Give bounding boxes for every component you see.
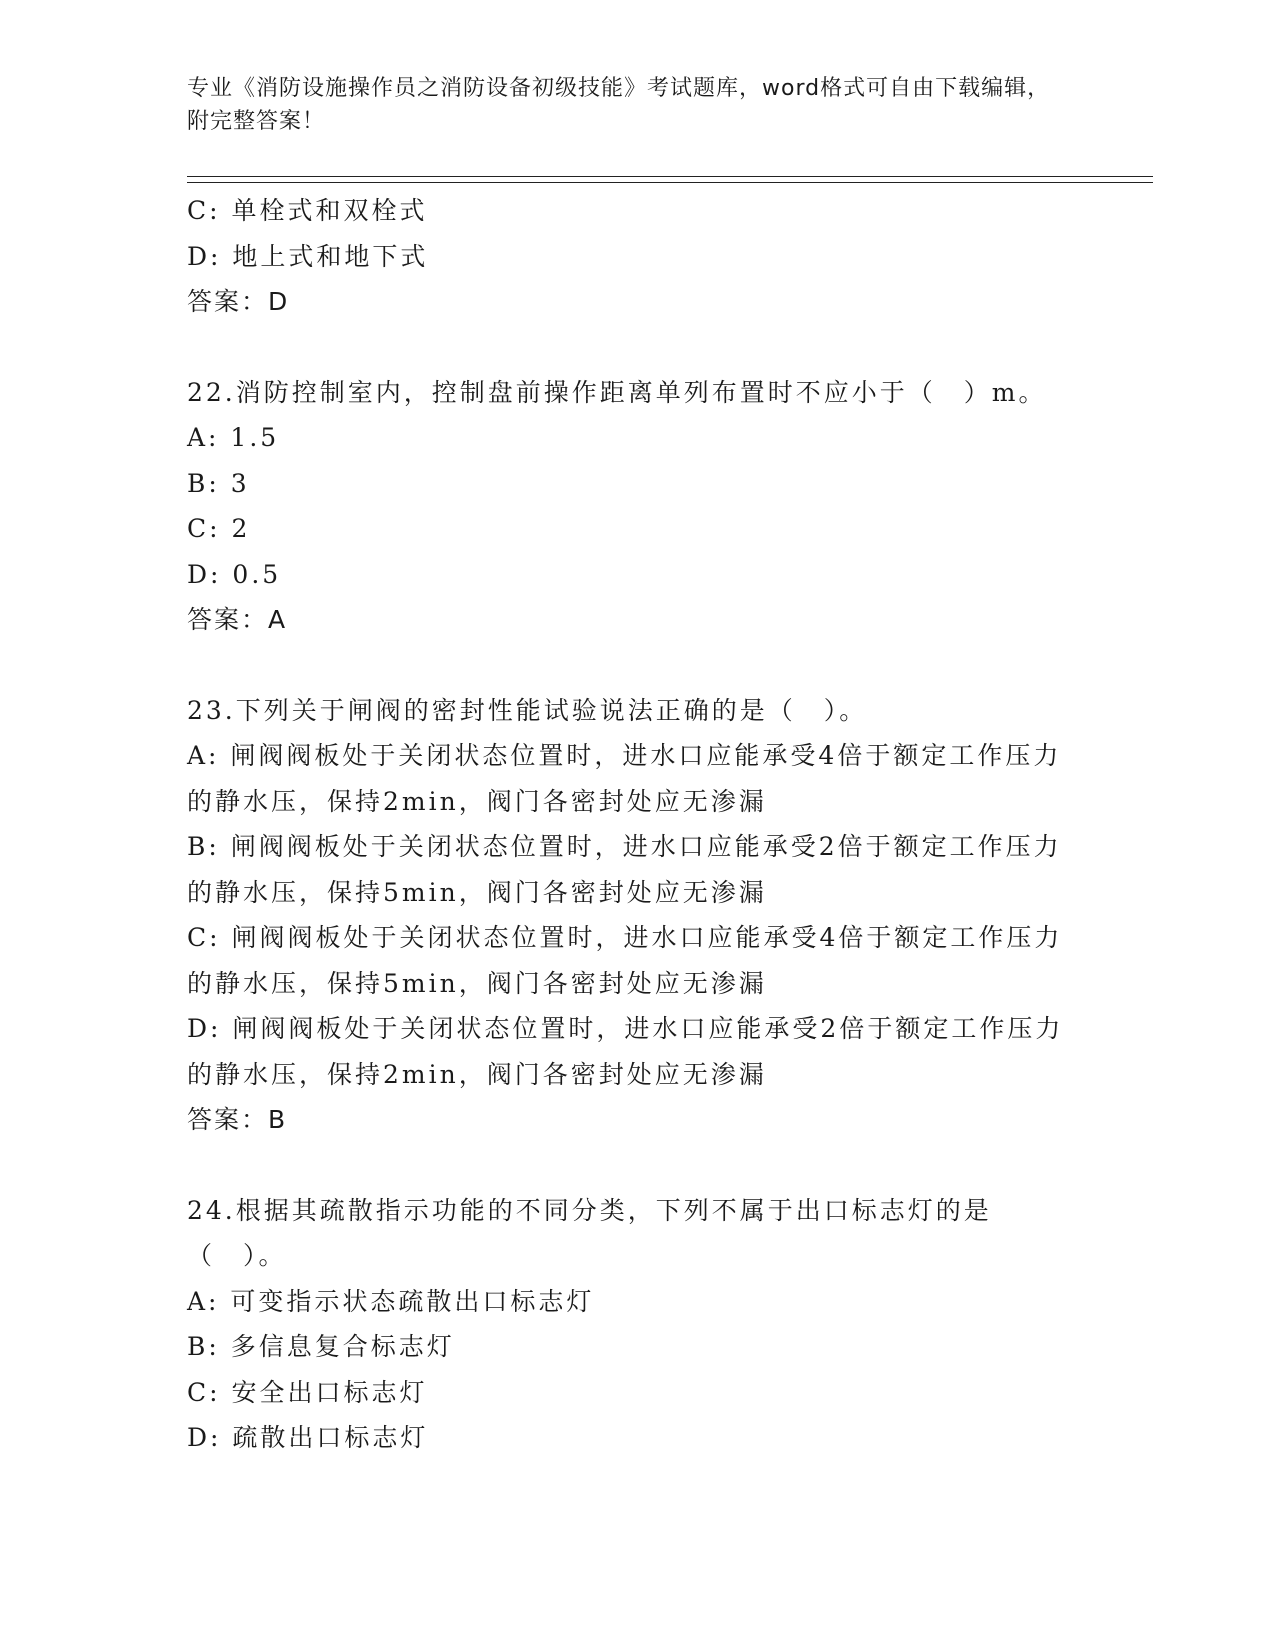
option-b: B: 闸阀阀板处于关闭状态位置时，进水口应能承受2倍于额定工作压力的静水压，保持5min，阀门各密封处应无渗漏 bbox=[187, 832, 1062, 907]
question-list bbox=[187, 188, 1087, 1461]
answer-line: 答案：D bbox=[187, 287, 290, 316]
question-block-24 bbox=[187, 1188, 1087, 1461]
option-a: A: 1.5 bbox=[187, 423, 280, 452]
option-d: D: 0.5 bbox=[187, 559, 282, 589]
question-block-23 bbox=[187, 688, 1087, 1143]
option-d: D: 闸阀阀板处于关闭状态位置时，进水口应能承受2倍于额定工作压力的静水压，保持2min，阀门各密封处应无渗漏 bbox=[187, 1014, 1064, 1089]
question-block-22 bbox=[187, 370, 1087, 643]
option-a: A: 闸阀阀板处于关闭状态位置时，进水口应能承受4倍于额定工作压力的静水压，保持2min，阀门各密封处应无渗漏 bbox=[187, 741, 1062, 816]
answer-line: 答案：B bbox=[187, 1105, 288, 1134]
question-text: 22.消防控制室内，控制盘前操作距离单列布置时不应小于（ ）m。 bbox=[187, 377, 1047, 407]
option-c: C: 2 bbox=[187, 514, 251, 543]
question-block-21 bbox=[187, 188, 1087, 325]
answer-line: 答案：A bbox=[187, 605, 288, 634]
option-c: C: 安全出口标志灯 bbox=[187, 1377, 428, 1407]
question-text: 24.根据其疏散指示功能的不同分类，下列不属于出口标志灯的是（ ）。 bbox=[187, 1195, 992, 1270]
option-b: B: 多信息复合标志灯 bbox=[187, 1332, 455, 1361]
option-c: C: 单栓式和双栓式 bbox=[187, 196, 428, 225]
header-divider-bottom bbox=[187, 182, 1153, 183]
option-d: D: 地上式和地下式 bbox=[187, 241, 429, 271]
option-b: B: 3 bbox=[187, 468, 250, 498]
option-c: C: 闸阀阀板处于关闭状态位置时，进水口应能承受4倍于额定工作压力的静水压，保持5min，阀门各密封处应无渗漏 bbox=[187, 923, 1063, 998]
option-a: A: 可变指示状态疏散出口标志灯 bbox=[187, 1286, 595, 1316]
question-text: 23.下列关于闸阀的密封性能试验说法正确的是（ ）。 bbox=[187, 695, 868, 725]
document-header: 专业《消防设施操作员之消防设备初级技能》考试题库，word格式可自由下载编辑，附完整答案！ bbox=[187, 76, 1051, 134]
option-d: D: 疏散出口标志灯 bbox=[187, 1423, 429, 1452]
header-divider-top bbox=[187, 176, 1153, 177]
